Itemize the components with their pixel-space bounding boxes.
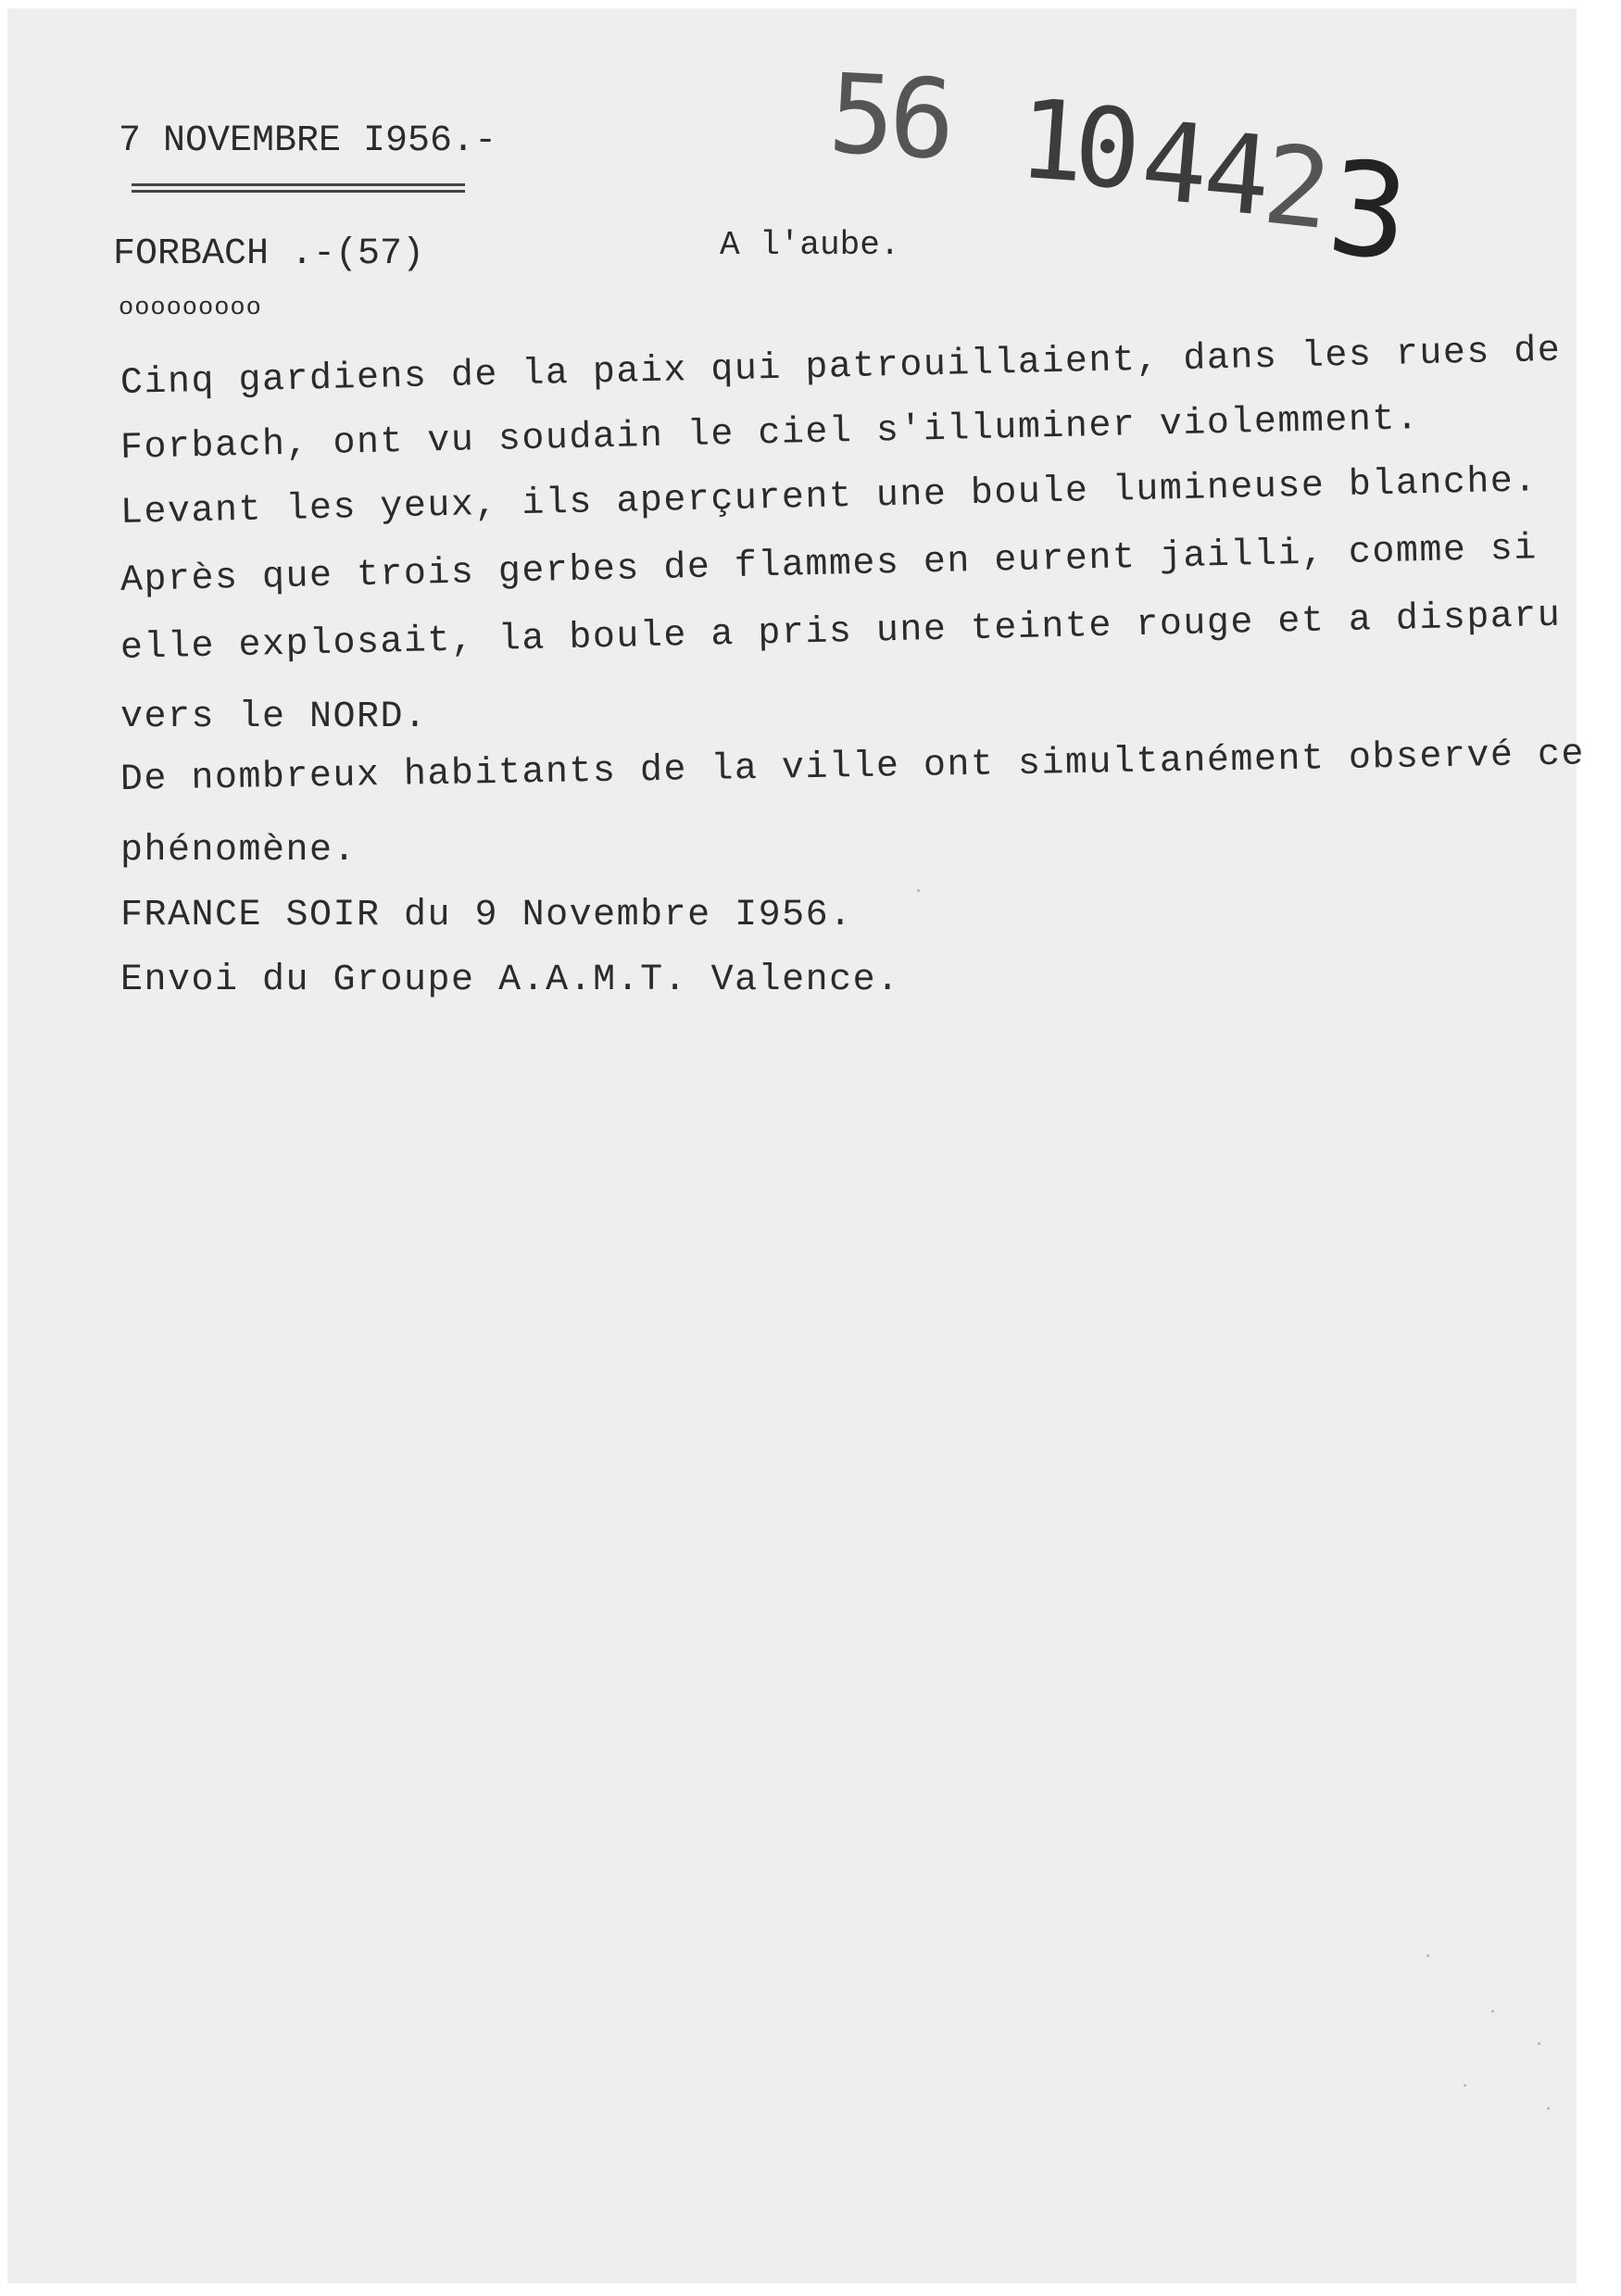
stamp-digit: 5 — [825, 49, 898, 181]
scan-speck — [917, 889, 920, 892]
scan-speck — [1426, 1954, 1429, 1957]
archive-number-stamp — [825, 49, 1477, 292]
source-sender: Envoi du Groupe A.A.M.T. Valence. — [120, 960, 900, 1001]
scan-speck — [1538, 2042, 1540, 2045]
body-line: phénomène. — [120, 830, 358, 872]
body-line: De nombreux habitants de la ville ont simultanément observé ce — [119, 734, 1586, 801]
document-location: FORBACH .-(57) — [113, 233, 425, 275]
scan-speck — [1464, 2084, 1466, 2087]
stamp-digit: 3 — [1321, 132, 1415, 291]
scan-border-top — [0, 0, 1621, 8]
body-line: Cinq gardiens de la paix qui patrouillaient, dans les rues de — [119, 330, 1562, 405]
stamp-digit: 4 — [1199, 107, 1275, 241]
document-time: A l'aube. — [720, 226, 900, 264]
body-line: Forbach, ont vu soudain le ciel s'illuminer violemment. — [119, 398, 1420, 470]
date-underline — [132, 183, 465, 186]
scan-border-left — [0, 0, 7, 2296]
body-line: Après que trois gerbes de flammes en eurent jailli, comme si — [119, 528, 1539, 602]
stamp-digit: 4 — [1137, 96, 1213, 230]
source-newspaper: FRANCE SOIR du 9 Novembre I956. — [120, 895, 853, 936]
date-underline — [132, 190, 465, 193]
scan-border-right — [1577, 0, 1621, 2296]
body-line: vers le NORD. — [120, 696, 428, 738]
stamp-digit: 1 — [1014, 74, 1089, 207]
document-date: 7 NOVEMBRE I956.- — [119, 120, 497, 162]
stamp-digit: 6 — [886, 53, 959, 184]
scan-speck — [1491, 2010, 1494, 2013]
body-line: Levant les yeux, ils aperçurent une boule lumineuse blanche. — [119, 460, 1539, 534]
stamp-digit: 2 — [1257, 119, 1338, 255]
scan-speck — [1547, 2107, 1550, 2110]
body-line: elle explosait, la boule a pris une teinte rouge et a disparu — [119, 595, 1562, 670]
header-separator: ooooooooo — [119, 295, 262, 322]
scan-border-bottom — [0, 2283, 1621, 2296]
stamp-digit: 0 — [1070, 82, 1145, 215]
